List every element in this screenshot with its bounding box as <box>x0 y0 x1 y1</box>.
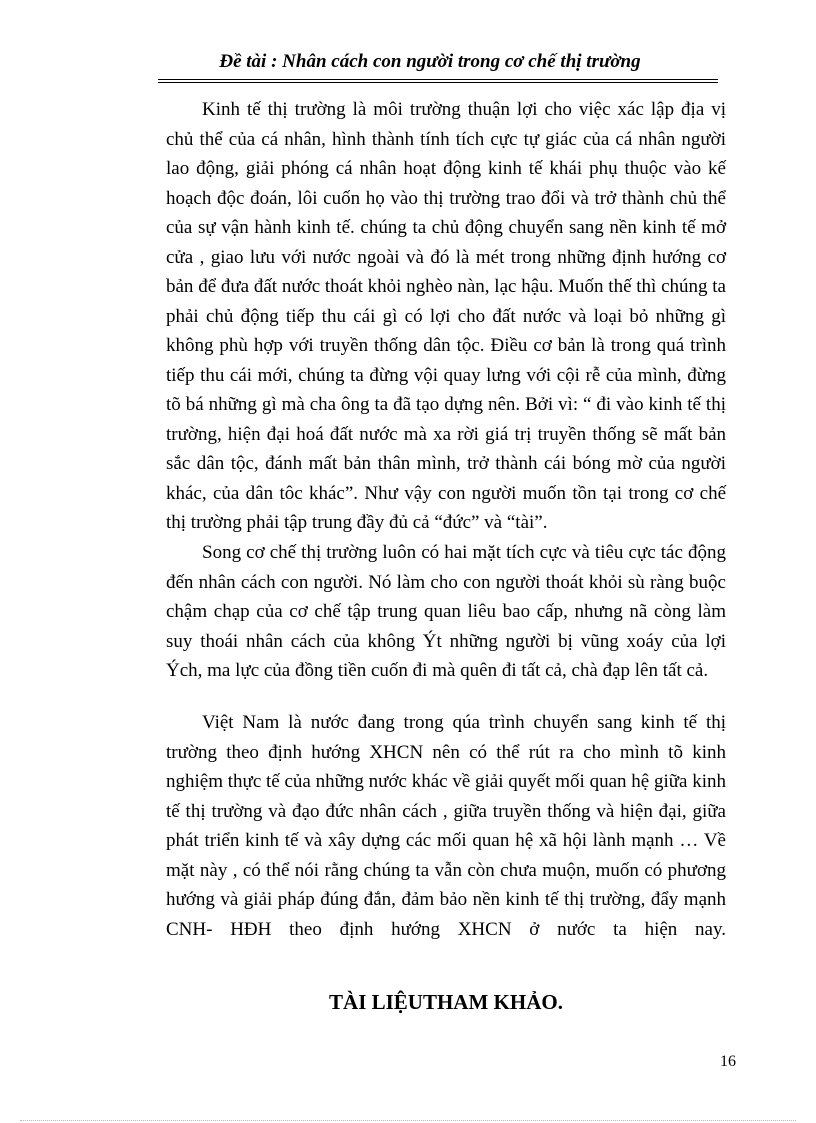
paragraph-two-sides <box>166 538 726 686</box>
header-rule <box>158 79 718 80</box>
paragraph-text: Kinh tế thị trường là môi trường thuận lợi cho việc xác lập địa vị chủ thể của cá nhân, hình thành tính tích cực tự giác của cá nhân người lao động, giải phóng cá nhân hoạt động kinh tế khái phụ thuộc vào kế hoạch độc đoán, lôi cuốn họ vào thị trường trao đổi và trở thành chủ thể của sự vận hành kinh tế. chúng ta chủ động chuyển sang nền kinh tế mở cửa , giao lưu với nước ngoài và đó là mét trong những định hướng cơ bản để đưa đất nước thoát khỏi nghèo nàn, lạc hậu. Muốn thế thì chúng ta phải chủ động tiếp thu cái gì có lợi cho đất nước và loại bỏ những gì không phù hợp với truyền thống dân tộc. Điều cơ bản là trong quá trình tiếp thu cái mới, chúng ta đừng vội quay lưng với cội rễ của mình, đừng tõ bá những gì mà cha ông ta đã tạo dựng nên. Bởi vì: “ đi vào kinh tế thị trường, hiện đại hoá đất nước mà xa rời giá trị truyền thống sẽ mất bản sắc dân tộc, đánh mất bản thân mình, trở thành cái bóng mờ của người khác, của dân tôc khác”. Như vậy con người muốn tồn tại trong cơ chế thị trường phải tập trung đầy đủ cả “đức” và “tài”. <box>166 99 726 533</box>
references-heading: TÀI LIỆUTHAM KHẢO. <box>329 990 563 1014</box>
paragraph-text: Song cơ chế thị trường luôn có hai mặt tích cực và tiêu cực tác động đến nhân cách con người. Nó làm cho con người thoát khỏi sù ràng buộc chậm chạp của cơ chế tập trung quan liêu bao cấp, nhưng nã còng làm suy thoái nhân cách của không Ýt những người bị vũng xoáy của lợi Ých, ma lực của đồng tiền cuốn đi mà quên đi tất cả, chà đạp lên tất cả. <box>166 542 726 681</box>
paragraph-market-economy <box>166 95 726 538</box>
page-number: 16 <box>720 1053 736 1070</box>
page-bottom-divider <box>20 1120 796 1121</box>
document-header-title: Đề tài : Nhân cách con người trong cơ chế thị trường <box>219 51 641 72</box>
paragraph-vietnam <box>166 708 726 944</box>
paragraph-text: Việt Nam là nước đang trong qúa trình chuyển sang kinh tế thị trường theo định hướng XHCN nên có thể rút ra cho mình tõ kinh nghiệm thực tế của những nước khác về giải quyết mối quan hệ giữa kinh tế thị trường và đạo đức nhân cách , giữa truyền thống và hiện đại, giữa phát triển kinh tế và xây dựng các mối quan hệ xã hội lành mạnh … Về mặt này , có thể nói rằng chúng ta vẫn còn chưa muộn, muốn có phương hướng và giải pháp đúng đắn, đảm bảo nền kinh tế thị trường, đẩy mạnh CNH- HĐH theo định hướng XHCN ở nước ta hiện nay. <box>166 712 726 940</box>
header-rule-secondary <box>158 82 718 83</box>
